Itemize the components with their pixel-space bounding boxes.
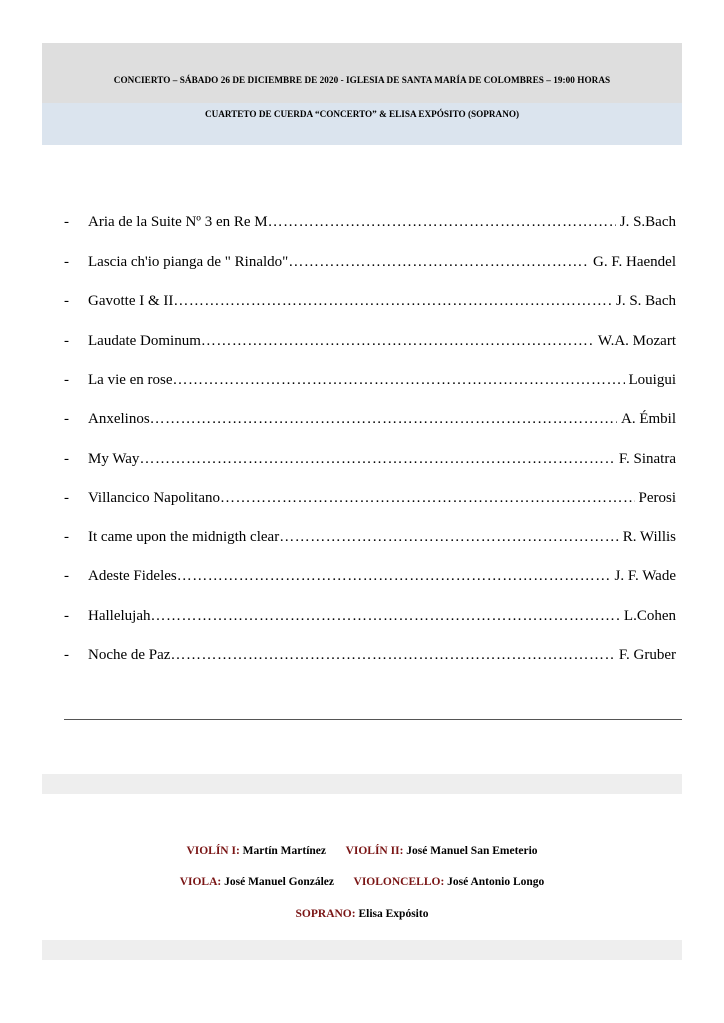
credits-line-violins — [0, 845, 724, 857]
concert-date-venue: CONCIERTO – SÁBADO 26 DE DICIEMBRE DE 2020 - IGLESIA DE SANTA MARÍA DE COLOMBRES – 19:00 HORAS — [113, 75, 611, 85]
role-label: VIOLÍN I: — [186, 845, 240, 857]
list-dash: - — [64, 254, 69, 270]
leader-dots — [150, 408, 617, 430]
composer-name: L.Cohen — [623, 608, 676, 624]
composer-name: Louigui — [628, 372, 676, 388]
composer-name: F. Gruber — [618, 647, 676, 663]
concert-header — [42, 43, 682, 145]
piece-title: Hallelujah — [88, 608, 151, 624]
piece-title: Adeste Fideles — [88, 568, 177, 584]
composer-name: J. S. Bach — [616, 293, 676, 309]
program-item — [64, 565, 676, 587]
credits-line-soprano — [0, 908, 724, 920]
list-dash: - — [64, 372, 69, 388]
program-item — [64, 448, 676, 470]
piece-title: My Way — [88, 451, 140, 467]
list-dash: - — [64, 214, 69, 230]
program-item — [64, 211, 676, 233]
piece-title: La vie en rose — [88, 372, 173, 388]
list-dash: - — [64, 333, 69, 349]
musician-name: José Manuel González — [224, 876, 334, 888]
composer-name: A. Émbil — [621, 411, 676, 427]
leader-dots — [139, 448, 614, 470]
header-band-top — [42, 43, 682, 103]
role-label: VIOLA: — [179, 876, 222, 888]
list-dash: - — [64, 647, 69, 663]
musician-name: Martín Martínez — [242, 845, 327, 857]
piece-title: Aria de la Suite Nº 3 en Re M — [88, 214, 268, 230]
footer-band-bottom — [42, 940, 682, 960]
leader-dots — [288, 251, 589, 273]
list-dash: - — [64, 490, 69, 506]
program-item — [64, 605, 676, 627]
list-dash: - — [64, 529, 69, 545]
composer-name: F. Sinatra — [618, 451, 676, 467]
leader-dots — [173, 290, 612, 312]
composer-name: Perosi — [638, 490, 676, 506]
leader-dots — [201, 330, 594, 352]
musician-name: Elisa Expósito — [358, 908, 429, 920]
piece-title: It came upon the midnigth clear — [88, 529, 280, 545]
leader-dots — [268, 211, 616, 233]
piece-title: Laudate Dominum — [88, 333, 201, 349]
musician-name: José Antonio Longo — [447, 876, 545, 888]
program-item — [64, 369, 676, 391]
composer-name: R. Willis — [622, 529, 676, 545]
leader-dots — [177, 565, 611, 587]
program-item — [64, 487, 676, 509]
role-label: VIOLONCELLO: — [353, 876, 445, 888]
program-item — [64, 644, 676, 666]
footer-band-top — [42, 774, 682, 794]
composer-name: J. F. Wade — [614, 568, 676, 584]
musician-name: José Manuel San Emeterio — [406, 845, 538, 857]
role-label: SOPRANO: — [295, 908, 356, 920]
list-dash: - — [64, 411, 69, 427]
program-item — [64, 408, 676, 430]
piece-title: Anxelinos — [88, 411, 150, 427]
performers-title: CUARTETO DE CUERDA “CONCERTO” & ELISA EXPÓSITO (SOPRANO) — [204, 109, 520, 119]
program-item — [64, 251, 676, 273]
list-dash: - — [64, 451, 69, 467]
composer-name: G. F. Haendel — [593, 254, 676, 270]
piece-title: Gavotte I & II — [88, 293, 174, 309]
program-item — [64, 526, 676, 548]
piece-title: Noche de Paz — [88, 647, 171, 663]
composer-name: J. S.Bach — [619, 214, 676, 230]
composer-name: W.A. Mozart — [597, 333, 676, 349]
leader-dots — [220, 487, 635, 509]
credits-line-viola-cello — [0, 876, 724, 888]
piece-title: Villancico Napolitano — [88, 490, 220, 506]
program-item — [64, 290, 676, 312]
piece-title: Lascia ch'io pianga de " Rinaldo" — [88, 254, 289, 270]
list-dash: - — [64, 568, 69, 584]
leader-dots — [279, 526, 619, 548]
list-dash: - — [64, 608, 69, 624]
list-dash: - — [64, 293, 69, 309]
divider-line — [64, 719, 682, 720]
leader-dots — [173, 369, 625, 391]
leader-dots — [170, 644, 614, 666]
leader-dots — [150, 605, 619, 627]
role-label: VIOLÍN II: — [345, 845, 404, 857]
program-item — [64, 330, 676, 352]
